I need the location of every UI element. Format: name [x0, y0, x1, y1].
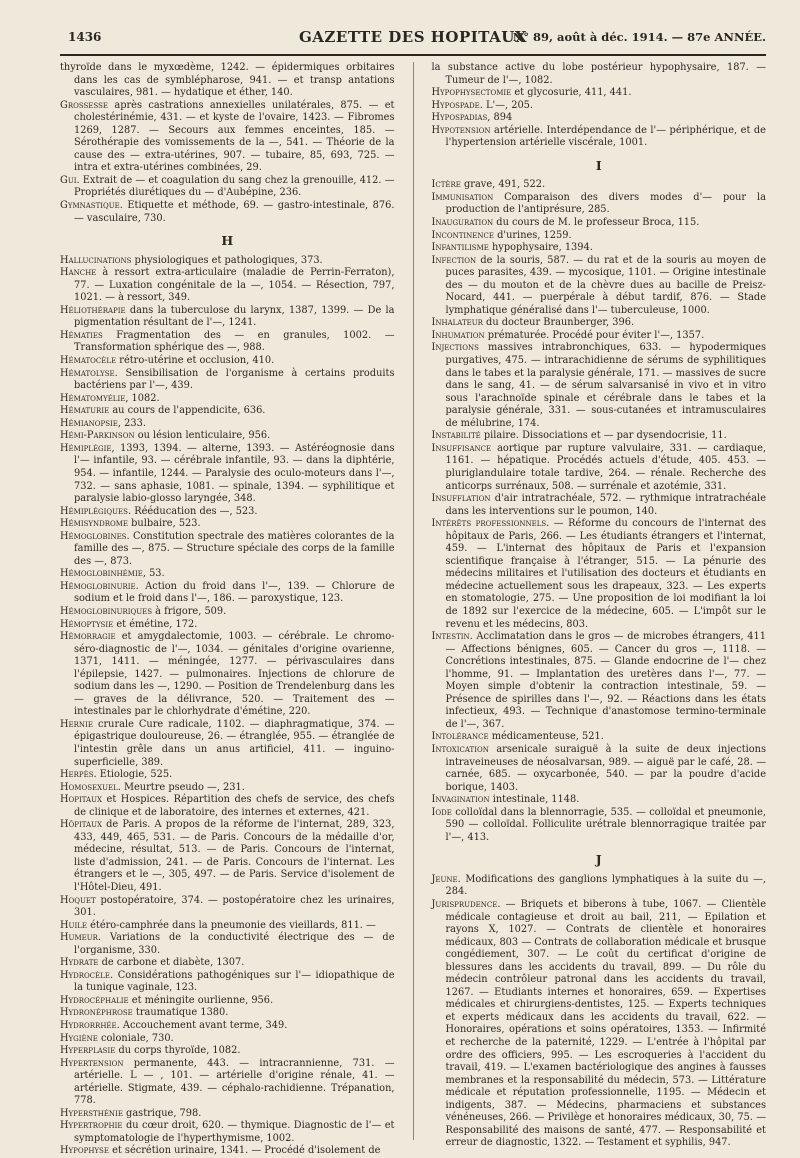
index-term: Hydrocéphalie	[60, 994, 129, 1006]
index-text: Variations de la conductivité électrique des — de l'organisme, 330.	[74, 932, 395, 956]
index-entry	[60, 932, 395, 957]
index-entry	[60, 957, 395, 970]
index-term: Héliothérapie	[60, 304, 126, 316]
index-term: Hôpitaux	[60, 819, 102, 831]
left-column	[60, 62, 395, 1157]
index-term: Hémoglobines.	[60, 530, 130, 542]
index-entry	[431, 242, 767, 255]
index-entry	[431, 124, 767, 150]
index-term: Intoxication	[431, 743, 489, 755]
index-term: Jeune.	[431, 873, 461, 885]
index-text: d'urines, 1259.	[493, 229, 572, 241]
index-text: traumatique 1380.	[132, 1007, 229, 1019]
index-text: Sensibilisation de l'organisme à certains produits bactériens par l'—, 439.	[74, 367, 395, 392]
index-entry	[60, 367, 395, 393]
index-entry	[60, 505, 395, 519]
index-term: Infantilisme	[431, 242, 489, 254]
index-entry	[60, 1045, 395, 1058]
index-term: Hémisyndrome	[60, 518, 129, 530]
index-term: Insufflation	[431, 493, 491, 505]
index-entry	[431, 99, 767, 113]
index-text: Considérations pathogéniques sur l'— idiopathique de la tunique vaginale, 123.	[74, 969, 395, 994]
index-term: Hypotension	[431, 124, 491, 136]
index-text: — Réforme du concours de l'internat des hôpitaux de Paris, 266. — Les étudiants étrangers et l'internat, 459. — L'internat des hôpitaux de Paris et l'expansion scientifique française à l'étranger, 515. — La pénurie des médecins militaires et l'utilisation des docteurs et étudiants en médecine actuellement sous les drapeaux, 323. — Les experts en stomatologie, 275. — Une proposition de loi modifiant la loi de 1892 sur l'exercice de la médecine, 605. — L'impôt sur le revenu et les médecins, 803.	[445, 518, 766, 630]
index-text: du docteur Braunberger, 396.	[482, 317, 635, 329]
index-entry	[60, 1120, 395, 1145]
index-entry	[431, 430, 767, 443]
index-entry	[60, 1107, 395, 1121]
index-entry	[431, 518, 767, 631]
index-entry	[60, 267, 395, 305]
index-term: Hématies	[60, 329, 103, 341]
index-text: dans la tuberculose du larynx, 1387, 1399. — De la pigmentation résultant de l'—, 1241.	[74, 304, 395, 329]
index-text: Accouchement avant terme, 349.	[119, 1020, 288, 1032]
index-text: et Hospices. Répartition des chefs de service, des chefs de clinique et de laboratoire, des internes et externes, 421.	[74, 794, 395, 818]
index-term: Intestin.	[431, 631, 473, 643]
index-entry	[431, 794, 767, 807]
index-entry	[60, 580, 395, 606]
index-text: de la souris, 587. — du rat et de la souris au moyen de puces parasites, 439. — mycosique, 1101. — Origine intestinale des — du mouton et de la chèvre dues au bacille de Preisz-Nocard, 441. — puerpérale à début tardif, 876. — Stade lymphatique généralisé dans l'— tuberculeuse, 1000.	[445, 254, 766, 316]
index-text: 53.	[145, 568, 165, 580]
index-text: grave, 491, 522.	[460, 179, 546, 191]
index-entry	[60, 631, 395, 719]
index-entry	[431, 873, 767, 899]
index-entry	[431, 217, 767, 230]
index-entry	[431, 493, 767, 518]
index-text: bulbaire, 523.	[128, 518, 201, 530]
index-entry	[60, 417, 395, 431]
index-term: Hémoglobinurie.	[60, 580, 139, 592]
index-term: Inhumation	[431, 329, 485, 341]
index-entry	[60, 304, 395, 330]
index-term: Immunisation	[431, 191, 494, 203]
index-text: L'—, 205.	[482, 99, 534, 111]
index-term: Hypersthénie	[60, 1107, 123, 1119]
journal-title: GAZETTE DES HOPITAUX	[298, 28, 527, 46]
issue-info: N° 89, août à déc. 1914. — 87e ANNÉE.	[512, 30, 766, 44]
index-entry	[431, 743, 767, 794]
index-term: Inauguration	[431, 217, 494, 229]
index-text: thyroïde dans le myxœdème, 1242. — épidermiques orbitaires dans les cas de symblépharose, 941. — et transp antations vasculaires, 981. — hydatique et éther, 140.	[60, 62, 395, 99]
index-text: et méningite ourlienne, 956.	[128, 994, 274, 1006]
index-text: coloniale, 730.	[97, 1032, 174, 1044]
index-entry	[60, 518, 395, 531]
index-text: — Briquets et biberons à tube, 1067. — Clientèle médicale contagieuse et droit au bail, 211, — Epilation et rayons X, 1027. — Contrats de clientèle et honoraires médicaux, 803 — Contrats de collaboration médicale et brusque congédiement, 307. — Le coût du certificat d'origine de blessures dans les accidents du travail, 899. — Du rôle du médecin contrôleur patronal dans les accidents du travail, 1267. — Etudiants internes et honoraires, 659. — Expertises médicales et chirurgiens-dentistes, 125. — Experts techniques et experts médicaux dans les accidents du travail, 622. — Honoraires, opérations et soins opératoires, 1353. — Infirmité et recherche de la paternité, 1229. — L'entrée à l'hôpital par ordre des officiers, 995. — Les escroqueries à l'accident du travail, 419. — L'examen bactériologique des angines à fausses membranes et la responsabilité du médecin, 573. — Littérature médicale et réputation professionnelle, 1195. — Médecin et indigents, 387. — Médecins, pharmaciens et substances vénéneuses, 266. — Privilège et honoraires médicaux, 30, 75. — Responsabilité des maisons de santé, 477. — Responsabilité et erreur de diagnostic, 1322. — Testament et syphilis, 947.	[445, 899, 766, 1149]
index-term: Incontinence	[431, 229, 494, 241]
index-text: physiologiques et pathologiques, 373.	[131, 254, 323, 266]
index-entry	[431, 191, 767, 217]
index-text: 1393, 1394. — alterne, 1393. — Astéréognosie dans l'— infantile, 93. — cérébrale infantile, 93. — dans la diphtérie, 954. — infantile, 1244. — Paralysie des oculo-moteurs dans l'—, 732. — sans aphasie, 1081. — spinale, 1394. — syphilitique et paralysie labio-glosso laryngée, 348.	[74, 442, 395, 505]
index-term: Hémiplégiques.	[60, 505, 132, 517]
index-text: et émétine, 172.	[113, 618, 198, 630]
index-term: Hypophysectomie	[431, 87, 512, 99]
index-text: aortique par rupture valvulaire, 331. — cardiaque, 1161. — hépatique. Procédés actuels d'étude, 405. 453. — pluriglandulaire totale tardive, 264. — rénale. Recherche des anticorps surrénaux, 508. — surrénale et azotémie, 331.	[445, 442, 766, 492]
index-text: du cœur droit, 620. — thymique. Diagnostic de l'— et symptomatologie de l'hyperthymisme, 1002.	[74, 1120, 395, 1144]
index-text: artérielle. Interdépendance de l'— périphérique, et de l'hypertension artérielle viscérale, 1001.	[445, 124, 766, 149]
index-term: Hémorragie	[60, 631, 116, 643]
index-term: Herpès.	[60, 769, 97, 781]
index-text: Meurtre pseudo —, 231.	[120, 781, 245, 793]
index-entry	[431, 62, 767, 87]
index-text: Rééducation des —, 523.	[131, 505, 258, 517]
index-term: Hydrate	[60, 957, 99, 969]
index-entry	[60, 1007, 395, 1020]
index-text: Fragmentation des — en granules, 1002. — Transformation sphérique des —, 988.	[74, 329, 395, 354]
index-text: à frigore, 509.	[152, 605, 227, 617]
index-entry	[60, 329, 395, 355]
section-letter: H	[221, 233, 234, 249]
index-text: Etiquette et méthode, 69. — gastro-intestinale, 876. — vasculaire, 730.	[74, 200, 395, 224]
index-entry	[431, 317, 767, 330]
index-entry	[60, 1032, 395, 1046]
index-term: Hanche	[60, 267, 97, 279]
section-letter: I	[595, 157, 602, 173]
index-text: Modifications des ganglions lymphatiques à la suite du —, 284.	[445, 873, 766, 898]
index-entry	[431, 342, 767, 430]
index-term: Hématurie	[60, 405, 110, 417]
index-entry	[431, 731, 767, 744]
index-term: Injections	[431, 342, 479, 354]
index-term: Instabilité	[431, 430, 481, 442]
index-entry	[60, 819, 395, 894]
index-text: colloïdal dans la blennorragie, 535. — colloïdal et pneumonie, 590 — colloïdal. Folliculite urétrale blennorragique traitée par l'—, 413.	[445, 806, 766, 843]
index-text: crurale Cure radicale, 1102. — diaphragmatique, 374. — épigastrique douloureuse, 26. — étranglée, 955. — étranglée de l'intestin grêle dans un anus artificiel, 411. — inguino-superficielle, 389.	[74, 718, 395, 768]
index-text: massives intrabronchiques, 633. — hypodermiques purgatives, 475. — intrarachidienne de sérums de syphilitiques dans le tabes et la paralysie générale, 171. — massives de sucre dans le sang, 41. — de sérum salvarsanisé in vivo et in vitro sous l'arachnoïde spinale et cérébrale dans le tabes et la paralysie générale, 331. — sous-cutanées et intramusculaires de mélubrine, 174.	[445, 342, 766, 429]
index-text: permanente, 443. — intracrannienne, 731. — artérielle. L — , 101. — artérielle d'origine rénale, 41. — artérielle. Stigmate, 439. — céphalo-rachidienne. Trépanation, 778.	[74, 1057, 395, 1107]
index-entry	[60, 1145, 395, 1158]
index-entry	[60, 99, 395, 175]
index-term: Hémianopsie,	[60, 417, 121, 429]
index-term: Hydronéphrose	[60, 1007, 133, 1019]
index-text: et amygdalectomie, 1003. — cérébrale. Le chromo-séro-diagnostic de l'—, 1034. — génitales d'origine ovarienne, 1371, 1411. — méningée, 1277. — périvasculaires dans l'épilepsie, 1427. — pulmonaires. Injections de chlorure de sodium dans les —, 1290. — Position de Trendelenburg dans les — graves de la délivrance, 520. — Traitement des — intestinales par le chlorhydrate d'émétine, 220.	[74, 631, 395, 718]
index-term: Hypophyse	[60, 1145, 109, 1157]
index-term: Ictère	[431, 179, 461, 191]
index-text: 894	[490, 112, 513, 124]
index-term: Invagination	[431, 794, 490, 806]
index-term: Hématocèle	[60, 355, 117, 367]
index-text: postopératoire, 374. — postopératoire chez les urinaires, 301.	[74, 894, 395, 919]
index-term: Hémiplégie,	[60, 442, 115, 454]
index-text: et glycosurie, 411, 441.	[511, 87, 632, 99]
index-term: Hypertension	[60, 1057, 124, 1069]
index-entry	[60, 1057, 395, 1108]
index-entry	[60, 994, 395, 1008]
index-term: Inhalateur	[431, 317, 483, 329]
index-entry	[60, 894, 395, 920]
index-text: intestinale, 1148.	[489, 794, 580, 806]
index-entry	[431, 112, 767, 125]
index-text: 1082.	[128, 392, 160, 404]
index-entry	[60, 405, 395, 418]
index-term: Hématolyse.	[60, 367, 118, 379]
index-text: Constitution spectrale des matières colorantes de la famille des —, 875. — Structure spéciale des corps de la famille des —, 873.	[74, 530, 395, 567]
index-term: Hypertrophie	[60, 1120, 123, 1132]
index-entry	[431, 179, 767, 192]
index-term: Hernie	[60, 718, 93, 730]
column-divider	[413, 62, 414, 1140]
index-text: Action du froid dans l'—, 139. — Chlorure de sodium et le froid dans l'—, 186. — paroxystique, 123.	[74, 580, 395, 605]
index-text: prématurée. Procédé pour éviter l'—, 1357.	[484, 329, 705, 341]
index-term: Hémi-Parkinson	[60, 430, 135, 442]
index-entry	[60, 254, 395, 268]
index-term: Hémoptysie	[60, 618, 114, 630]
index-text: hypophysaire, 1394.	[488, 242, 593, 254]
index-entry	[431, 442, 767, 493]
index-entry	[431, 329, 767, 343]
index-text: Comparaison des divers modes d'— pour la production de l'antiprésure, 285.	[445, 191, 766, 216]
index-text: Extrait de — et coagulation du sang chez la grenouille, 412. — Propriétés diurétiques du — d'Aubépine, 236.	[74, 174, 395, 199]
index-term: Hémoglobinuriques	[60, 605, 153, 617]
index-entry	[60, 605, 395, 619]
index-text: ou lésion lenticulaire, 956.	[134, 430, 271, 442]
index-term: Iode	[431, 806, 452, 818]
index-term: Jurisprudence.	[431, 899, 501, 910]
page-number: 1436	[68, 30, 102, 44]
index-term: Humeur.	[60, 932, 102, 944]
index-term: Gymnastique.	[60, 200, 123, 212]
index-term: Hallucinations	[60, 254, 132, 266]
index-text: de carbone et diabète, 1307.	[98, 957, 245, 969]
index-text: pilaire. Dissociations et — par dysendocrisie, 11.	[480, 430, 727, 442]
index-term: Hématomyélie,	[60, 392, 129, 404]
index-entry	[60, 430, 395, 443]
index-entry	[431, 631, 767, 731]
index-text: à ressort extra-articulaire (maladie de Perrin-Ferraton), 77. — Luxation congénitale de la —, 1054. — Résection, 797, 1021. — à ressort, 349.	[74, 267, 395, 304]
index-entry	[60, 618, 395, 632]
index-term: Hopitaux	[60, 794, 102, 806]
index-text: après castrations annexielles unilatérales, 875. — et cholestérinémie, 431. — et kyste de l'ovaire, 1423. — Fibromes 1269, 1287. — Secours aux femmes enceintes, 185. — Sérothérapie des vomissements de la —, 541. — Théorie de la cause des — extra-utérines, 907. — tubaire, 85, 693, 725. — intra et extra-utérines combinées, 29.	[74, 99, 395, 174]
index-text: arsenicale suraiguë à la suite de deux injections intraveineuses de néosalvarsan, 989. — aiguë par le café, 28. — carnée, 685. — oxycarbonée, 540. — par la poudre d'acide borique, 1403.	[445, 743, 766, 793]
index-term: Insuffisance	[431, 442, 492, 454]
index-text: du cours de M. le professeur Broca, 115.	[493, 217, 700, 229]
index-entry	[60, 718, 395, 769]
index-text: 233.	[121, 417, 146, 429]
index-term: Hyperplasie	[60, 1045, 116, 1057]
index-term: Hydrocèle.	[60, 969, 114, 981]
section-letter: J	[595, 852, 602, 868]
index-term: Grossesse	[60, 99, 108, 111]
index-term: Hypospadias,	[431, 112, 491, 124]
index-text: médicamenteuse, 521.	[488, 731, 604, 743]
index-term: Gui.	[60, 174, 80, 186]
index-entry	[60, 919, 395, 933]
index-text: Etiologie, 525.	[96, 769, 173, 781]
index-text: d'air intratrachéale, 572. — rythmique intratrachéale dans les interventions sur le poumon, 140.	[445, 493, 766, 517]
index-entry	[431, 87, 767, 100]
index-text: étéro-camphrée dans la pneumonie des vieillards, 811. —	[86, 919, 376, 931]
index-entry	[60, 355, 395, 368]
index-text: la substance active du lobe postérieur hypophysaire, 187. — Tumeur de l'—, 1082.	[431, 62, 766, 86]
index-entry	[60, 442, 395, 506]
header-rule	[60, 54, 766, 56]
index-text: de Paris. A propos de la réforme de l'internat, 289, 323, 433, 449, 465, 531. — de Paris. Concours de la médaille d'or, médecine, résultat, 513. — de Paris. Concours de l'internat, liste d'admission, 241. — de Paris. Concours de l'internat. Les étrangers et le —, 305, 497. — de Paris. Service d'isolement de l'Hôtel-Dieu, 491.	[74, 819, 395, 893]
index-term: Hémoglobinhémie,	[60, 568, 146, 580]
index-entry	[431, 254, 767, 318]
index-entry	[431, 899, 767, 1150]
index-term: Hydrorrhée.	[60, 1020, 120, 1032]
index-entry	[60, 530, 395, 569]
index-text: gastrique, 798.	[122, 1107, 202, 1119]
index-term: Hypospade.	[431, 99, 483, 111]
index-term: Infection	[431, 254, 477, 266]
index-text: et sécrétion urinaire, 1341. — Procédé d'isolement de	[108, 1145, 381, 1157]
page-header	[60, 22, 766, 48]
index-term: Homosexuel.	[60, 781, 121, 793]
index-term: Huile	[60, 919, 87, 931]
index-entry	[60, 969, 395, 995]
index-term: Hygiène	[60, 1032, 98, 1044]
index-entry	[431, 229, 767, 243]
index-text: rétro-utérine et occlusion, 410.	[116, 355, 275, 367]
index-entry	[60, 781, 395, 795]
index-entry	[60, 769, 395, 782]
index-term: Intérêts professionnels.	[431, 518, 550, 530]
index-entry	[60, 392, 395, 406]
index-entry	[431, 806, 767, 845]
index-entry	[60, 62, 395, 100]
index-entry	[60, 174, 395, 200]
index-term: Intolérance	[431, 731, 489, 743]
index-entry	[60, 1020, 395, 1033]
index-entry	[60, 568, 395, 581]
index-entry	[60, 200, 395, 225]
index-entry	[60, 794, 395, 819]
index-text: du corps thyroïde, 1082.	[115, 1045, 241, 1057]
index-text: Acclimatation dans le gros — de microbes étrangers, 411 — Affections bénignes, 605. — Cancer du gros —, 1118. — Concrétions intestinales, 875. — Glande endocrine de l'— chez l'homme, 91. — Implantation des uretères dans l'—, 77. — Moyen simple d'obtenir la contraction intestinale, 59. — Présence de spirilles dans l'—, 92. — Réactions dans les états infectieux, 493. — Technique d'anastomose termino-terminale de l'—, 367.	[445, 631, 766, 730]
index-columns	[60, 62, 766, 1157]
right-column	[431, 62, 767, 1149]
index-text: au cours de l'appendicite, 636.	[109, 405, 266, 417]
index-term: Hoquet	[60, 894, 96, 906]
